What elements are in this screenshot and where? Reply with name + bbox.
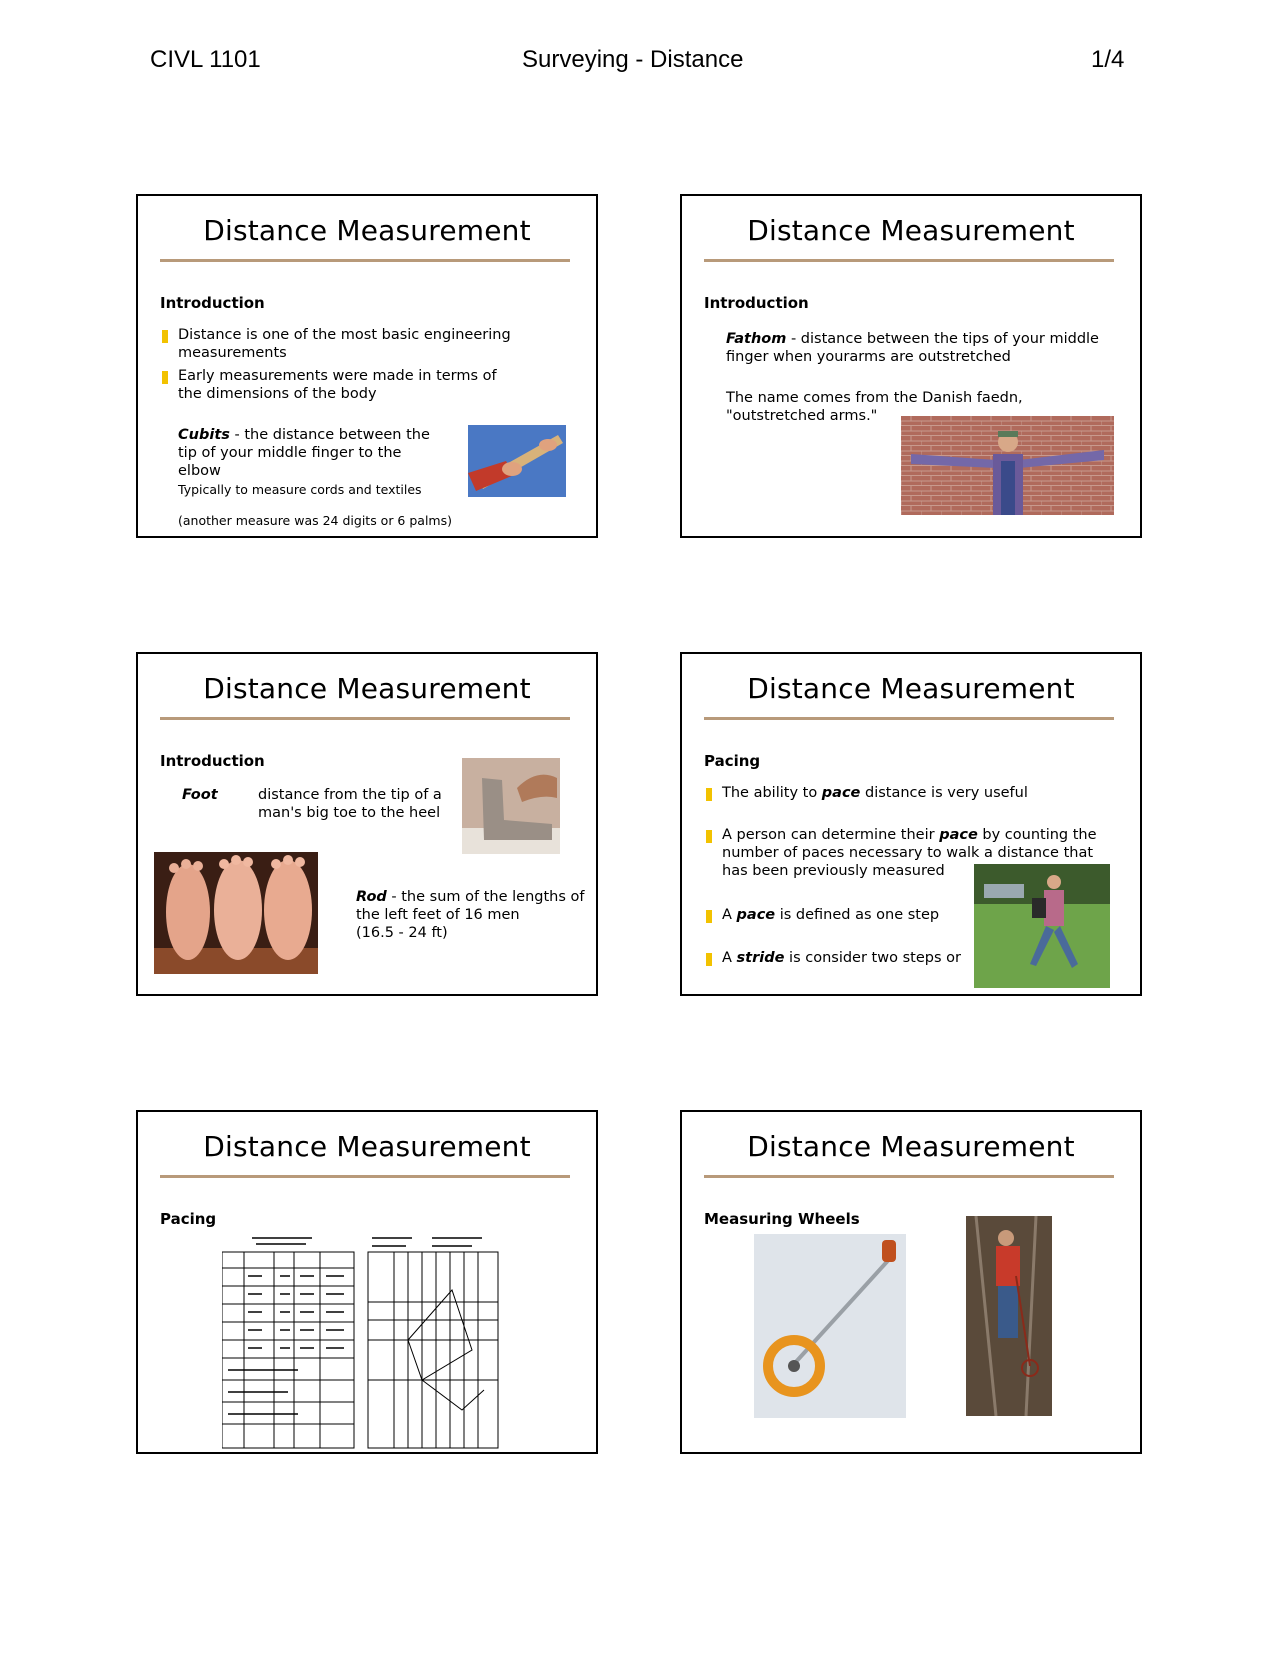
slide-title: Distance Measurement (747, 672, 1075, 705)
course-code: CIVL 1101 (150, 46, 261, 73)
measuring-wheel-photo (754, 1234, 906, 1418)
term-cubits: Cubits (178, 427, 230, 443)
fathom-definition (726, 330, 1106, 366)
rod-range: (16.5 - 24 ft) (356, 925, 448, 941)
foot-measure-photo (462, 758, 560, 854)
bullet-marker (706, 910, 712, 923)
title-rule (704, 717, 1114, 720)
slide-title: Distance Measurement (203, 672, 531, 705)
fathom-etymology: The name comes from the Danish faedn, "outstretched arms." (726, 390, 1023, 424)
slide-6 (680, 1110, 1142, 1454)
bullet-marker (706, 788, 712, 801)
document-title: Surveying - Distance (522, 46, 744, 73)
bullet-text: A person can determine their pace by counting the number of paces necessary to walk a distance that has been previously measured (722, 827, 1097, 879)
bullet-marker (706, 830, 712, 843)
fathom-person-photo (901, 416, 1114, 515)
slide-5 (136, 1110, 598, 1454)
bullet-text: A pace is defined as one step (722, 907, 940, 923)
cubit-definition (178, 426, 448, 480)
bullet-marker (162, 371, 168, 384)
pacing-field-notes-image (222, 1230, 504, 1452)
rod-def-text: - the sum of the lengths of the left feet of 16 men (356, 889, 585, 923)
slide-4 (680, 652, 1142, 996)
slide-title: Distance Measurement (747, 214, 1075, 247)
bullet-text: A stride is consider two steps or (722, 950, 961, 966)
term-fathom: Fathom (726, 331, 787, 347)
bullet-text: The ability to pace distance is very useful (722, 785, 1028, 801)
railroad-wheel-photo (966, 1216, 1052, 1416)
section-heading: Measuring Wheels (704, 1210, 860, 1228)
term-foot: Foot (182, 787, 218, 803)
slide-title: Distance Measurement (747, 1130, 1075, 1163)
slide-1 (136, 194, 598, 538)
title-rule (160, 717, 570, 720)
title-rule (160, 1175, 570, 1178)
section-heading: Introduction (160, 752, 265, 770)
bullet-marker (162, 330, 168, 343)
note-textiles: Typically to measure cords and textiles (178, 482, 422, 497)
slide-2 (680, 194, 1142, 538)
title-rule (160, 259, 570, 262)
rod-definition (356, 888, 586, 942)
section-heading: Introduction (160, 294, 265, 312)
section-heading: Pacing (160, 1210, 217, 1228)
fathom-def-text: - distance between the tips of your middle finger when yourarms are outstretched (726, 331, 1099, 365)
bullet-marker (706, 953, 712, 966)
title-rule (704, 1175, 1114, 1178)
feet-soles-photo (154, 852, 318, 974)
cubit-def-text: - the distance between the tip of your middle finger to the elbow (178, 427, 430, 479)
cubit-measure-photo (468, 425, 566, 497)
section-heading: Introduction (704, 294, 809, 312)
bullet-text: Distance is one of the most basic engineering measurements (178, 327, 511, 361)
slide-3 (136, 652, 598, 996)
term-rod: Rod (356, 889, 387, 905)
bullet-text: Early measurements were made in terms of the dimensions of the body (178, 368, 497, 402)
title-rule (704, 259, 1114, 262)
foot-definition: distance from the tip of a man's big toe to the heel (258, 787, 442, 821)
slide-title: Distance Measurement (203, 214, 531, 247)
note-digits: (another measure was 24 digits or 6 palms) (178, 513, 452, 528)
pacing-person-photo (974, 864, 1110, 988)
page-number: 1/4 (1091, 46, 1125, 73)
section-heading: Pacing (704, 752, 761, 770)
slide-title: Distance Measurement (203, 1130, 531, 1163)
